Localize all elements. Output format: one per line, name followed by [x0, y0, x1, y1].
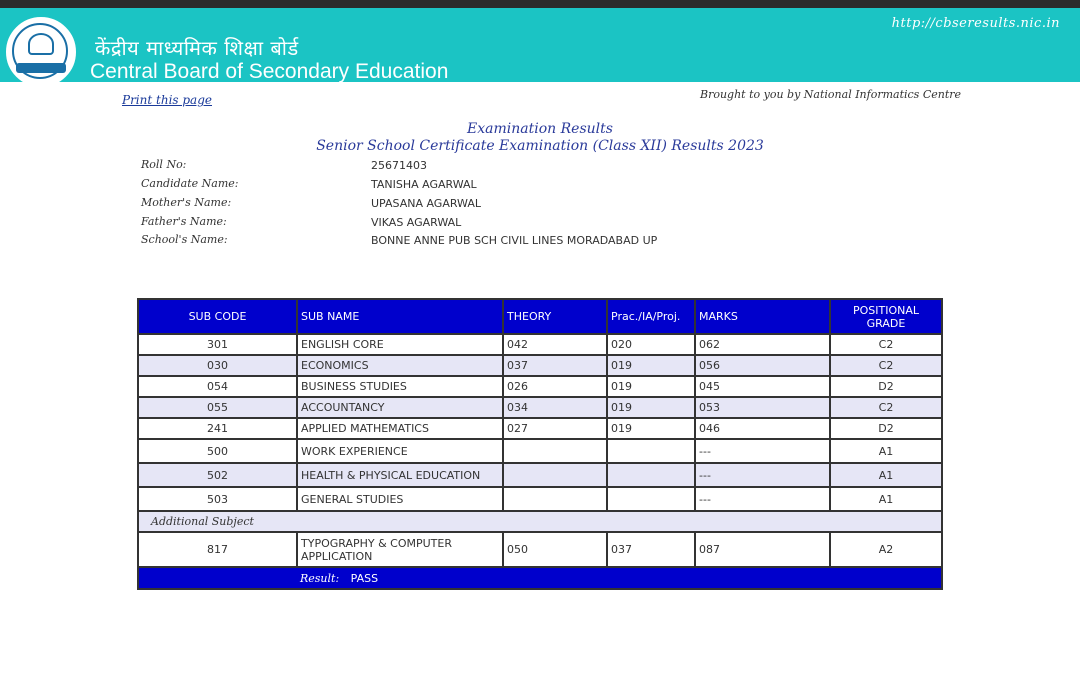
- additional-subject-row: [138, 511, 942, 532]
- grade: D2: [830, 376, 942, 397]
- grade: A1: [830, 439, 942, 463]
- col-practical: Prac./IA/Proj.: [607, 299, 695, 334]
- practical: 019: [607, 376, 695, 397]
- sub-code: 241: [138, 418, 297, 439]
- sub-code: 502: [138, 463, 297, 487]
- father-label: Father's Name:: [141, 215, 227, 228]
- grade: A2: [830, 532, 942, 567]
- grade: C2: [830, 397, 942, 418]
- browser-top-bar: [0, 0, 1080, 8]
- marks: ---: [695, 487, 830, 511]
- practical: 020: [607, 334, 695, 355]
- theory: 050: [503, 532, 607, 567]
- marks: 087: [695, 532, 830, 567]
- grade: C2: [830, 355, 942, 376]
- sub-name: ACCOUNTANCY: [297, 397, 503, 418]
- sub-name: ENGLISH CORE: [297, 334, 503, 355]
- table-header-row: [138, 299, 942, 334]
- school-label: School's Name:: [141, 233, 228, 246]
- sub-name: GENERAL STUDIES: [297, 487, 503, 511]
- theory: [503, 463, 607, 487]
- sub-name: HEALTH & PHYSICAL EDUCATION: [297, 463, 503, 487]
- result-cell: [297, 567, 942, 589]
- father-value: VIKAS AGARWAL: [371, 216, 462, 229]
- exam-title: Senior School Certificate Examination (Class XII) Results 2023: [316, 138, 764, 154]
- grade: A1: [830, 463, 942, 487]
- practical: [607, 439, 695, 463]
- marks: 046: [695, 418, 830, 439]
- sub-code: 030: [138, 355, 297, 376]
- site-url-link[interactable]: http://cbseresults.nic.in: [891, 16, 1060, 31]
- nic-credit: Brought to you by National Informatics Centre: [700, 88, 962, 101]
- roll-value: 25671403: [371, 159, 427, 172]
- marks: ---: [695, 463, 830, 487]
- col-sub-code: SUB CODE: [138, 299, 297, 334]
- table-row: [138, 463, 942, 487]
- sub-name: BUSINESS STUDIES: [297, 376, 503, 397]
- col-grade: POSITIONAL GRADE: [830, 299, 942, 334]
- sub-code: 503: [138, 487, 297, 511]
- cbse-logo-icon: [6, 17, 76, 87]
- table-row: [138, 397, 942, 418]
- grade: A1: [830, 487, 942, 511]
- theory: 042: [503, 334, 607, 355]
- col-sub-name: SUB NAME: [297, 299, 503, 334]
- additional-subject-label: Additional Subject: [138, 511, 942, 532]
- theory: [503, 487, 607, 511]
- mother-value: UPASANA AGARWAL: [371, 197, 481, 210]
- theory: 026: [503, 376, 607, 397]
- sub-name: APPLIED MATHEMATICS: [297, 418, 503, 439]
- sub-name: ECONOMICS: [297, 355, 503, 376]
- table-row: [138, 487, 942, 511]
- theory: 037: [503, 355, 607, 376]
- marks: 056: [695, 355, 830, 376]
- table-row: [138, 532, 942, 567]
- sub-name: WORK EXPERIENCE: [297, 439, 503, 463]
- col-theory: THEORY: [503, 299, 607, 334]
- table-row: [138, 439, 942, 463]
- result-label: Result:: [300, 571, 340, 585]
- practical: 019: [607, 355, 695, 376]
- theory: [503, 439, 607, 463]
- candidate-label: Candidate Name:: [141, 177, 239, 190]
- english-title: Central Board of Secondary Education: [90, 60, 449, 83]
- hindi-title: केंद्रीय माध्यमिक शिक्षा बोर्ड: [95, 36, 299, 60]
- mother-label: Mother's Name:: [141, 196, 232, 209]
- theory: 027: [503, 418, 607, 439]
- result-row: [138, 567, 942, 589]
- print-page-link[interactable]: Print this page: [122, 93, 212, 107]
- grade: C2: [830, 334, 942, 355]
- sub-code: 301: [138, 334, 297, 355]
- practical: [607, 463, 695, 487]
- site-header: [0, 8, 1080, 82]
- sub-code: 054: [138, 376, 297, 397]
- marks: 053: [695, 397, 830, 418]
- practical: 019: [607, 418, 695, 439]
- practical: 019: [607, 397, 695, 418]
- grade: D2: [830, 418, 942, 439]
- sub-code: 055: [138, 397, 297, 418]
- page-title: Examination Results: [467, 121, 613, 137]
- sub-name: TYPOGRAPHY & COMPUTER APPLICATION: [297, 532, 503, 567]
- results-table: [137, 298, 943, 590]
- result-value: PASS: [350, 571, 379, 585]
- school-value: BONNE ANNE PUB SCH CIVIL LINES MORADABAD UP: [371, 234, 658, 247]
- marks: ---: [695, 439, 830, 463]
- roll-label: Roll No:: [141, 158, 187, 171]
- col-marks: MARKS: [695, 299, 830, 334]
- marks: 045: [695, 376, 830, 397]
- sub-code: 817: [138, 532, 297, 567]
- theory: 034: [503, 397, 607, 418]
- table-row: [138, 334, 942, 355]
- table-row: [138, 418, 942, 439]
- marks: 062: [695, 334, 830, 355]
- table-row: [138, 355, 942, 376]
- practical: 037: [607, 532, 695, 567]
- sub-code: 500: [138, 439, 297, 463]
- candidate-value: TANISHA AGARWAL: [371, 178, 477, 191]
- practical: [607, 487, 695, 511]
- table-row: [138, 376, 942, 397]
